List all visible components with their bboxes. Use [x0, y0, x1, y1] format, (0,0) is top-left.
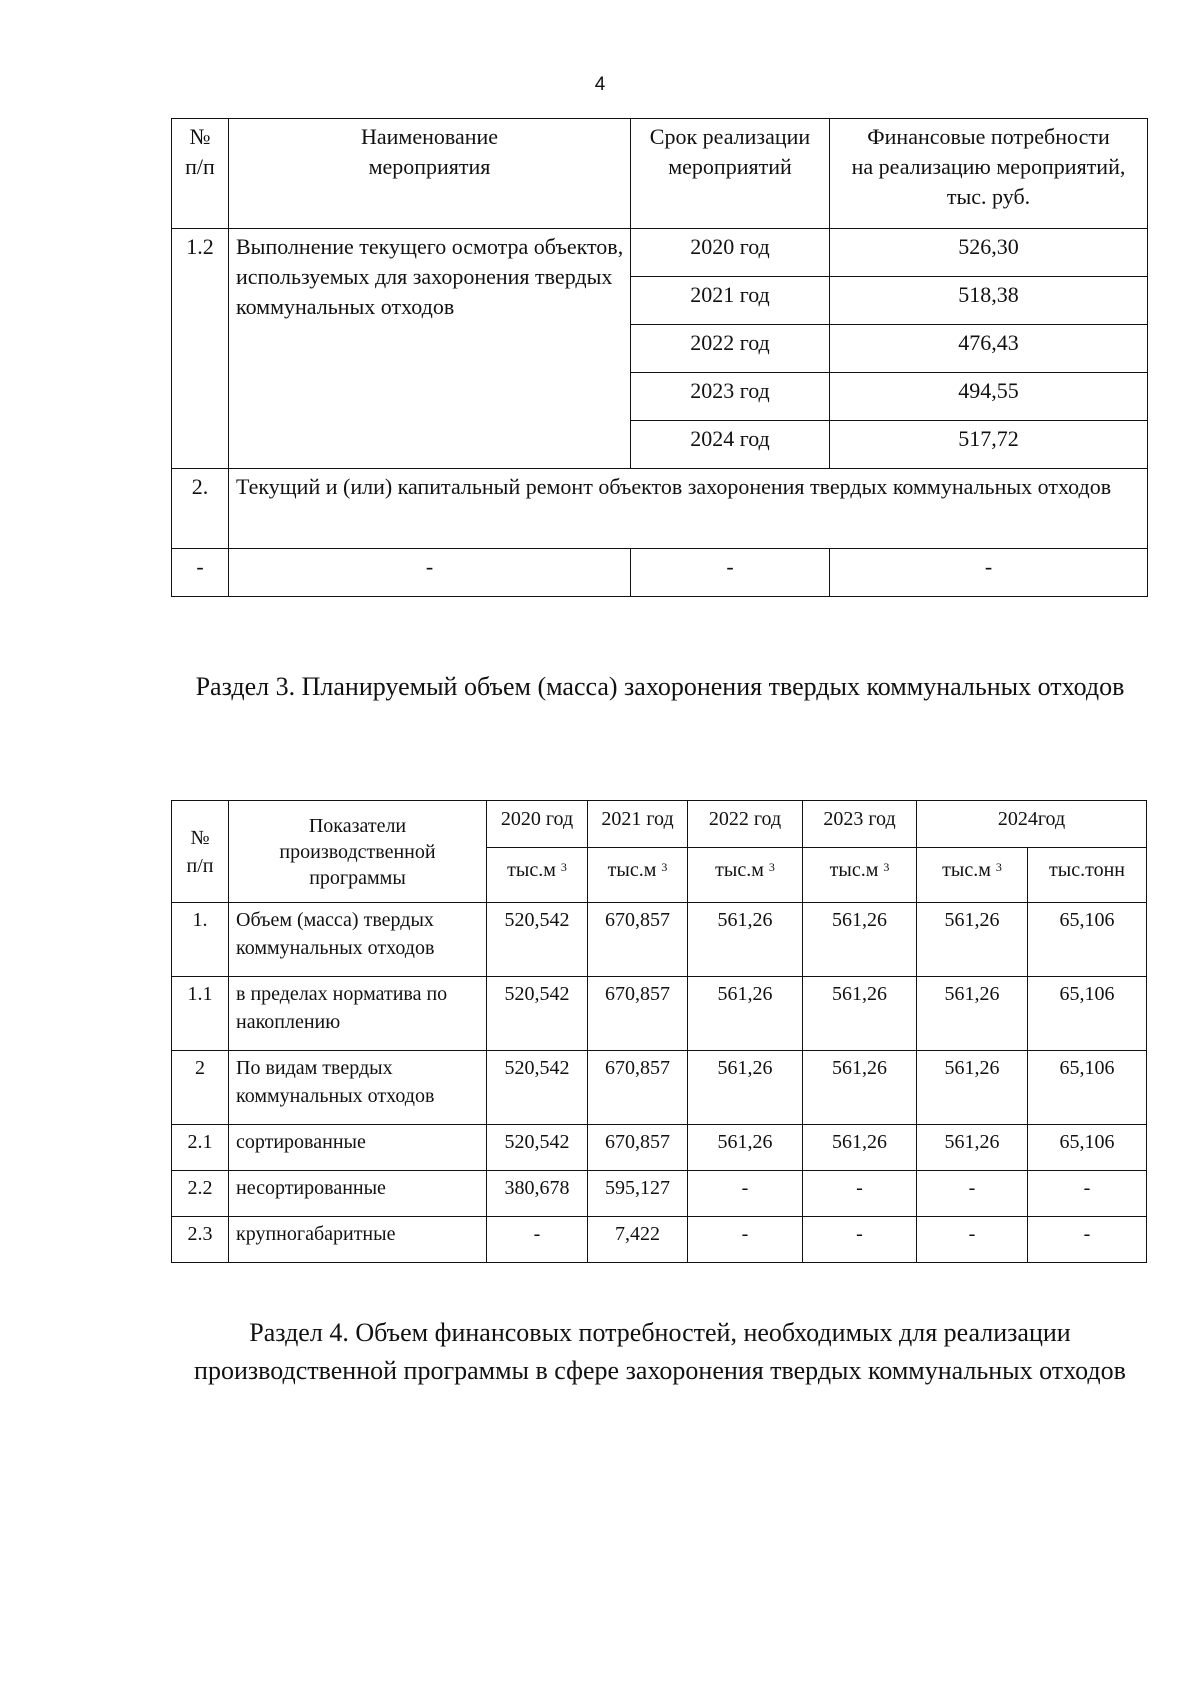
value-cell: 561,26	[803, 1125, 917, 1171]
table-row	[172, 549, 1148, 597]
value-cell: 670,857	[588, 1125, 688, 1171]
value-cell: 520,542	[487, 1051, 588, 1125]
value-cell: -	[1028, 1171, 1147, 1217]
value-cell: 520,542	[487, 977, 588, 1051]
row-num: 2.3	[172, 1217, 229, 1263]
value-cell: 561,26	[917, 977, 1028, 1051]
value-cell: 561,26	[688, 1051, 803, 1125]
value-cell: 561,26	[917, 1125, 1028, 1171]
row-name: По видам твердых коммунальных отходов	[229, 1051, 487, 1125]
row-name: несортированные	[229, 1171, 487, 1217]
unit-cell	[688, 848, 803, 903]
value-cell: 494,55	[830, 373, 1148, 421]
value-cell: 526,30	[830, 229, 1148, 277]
header-year: 2024год	[917, 801, 1147, 848]
value-cell: -	[803, 1171, 917, 1217]
value-cell: -	[917, 1217, 1028, 1263]
row-num: 2.2	[172, 1171, 229, 1217]
value-cell: 561,26	[688, 903, 803, 977]
table-row	[172, 977, 1147, 1051]
table-row	[172, 469, 1148, 549]
section-4-title: Раздел 4. Объем финансовых потребностей, необходимых для реализации производственной программы в сфере захоронения твердых коммунальных отходов	[194, 1318, 1126, 1385]
value-cell: 561,26	[917, 1051, 1028, 1125]
value-cell: 595,127	[588, 1171, 688, 1217]
table-row	[172, 1217, 1147, 1263]
value-cell: 520,542	[487, 1125, 588, 1171]
row-num: 2.1	[172, 1125, 229, 1171]
unit-label: тыс.м	[942, 859, 991, 881]
row-name: Объем (масса) твердых коммунальных отходов	[229, 903, 487, 977]
row-name: крупногабаритные	[229, 1217, 487, 1263]
volume-header-row	[172, 801, 1147, 848]
value-cell: -	[688, 1171, 803, 1217]
row-num: 1.1	[172, 977, 229, 1051]
unit-superscript: 3	[768, 860, 775, 874]
volume-table	[171, 800, 1147, 1263]
unit-label: тыс.м	[829, 859, 879, 881]
value-cell: 561,26	[803, 977, 917, 1051]
unit-label: тыс.м	[607, 859, 657, 881]
unit-cell	[487, 848, 588, 903]
year-cell: 2024 год	[631, 421, 830, 469]
value-cell: 520,542	[487, 903, 588, 977]
value-cell: 561,26	[917, 903, 1028, 977]
header-period: Срок реализации мероприятий	[631, 119, 830, 229]
row-name: в пределах норматива по накоплению	[229, 977, 487, 1051]
value-cell: 65,106	[1028, 903, 1147, 977]
header-year: 2021 год	[588, 801, 688, 848]
row-num: 2.	[172, 469, 229, 549]
header-name: Наименование мероприятия	[229, 119, 631, 229]
value-cell: 65,106	[1028, 1051, 1147, 1125]
value-cell: 518,38	[830, 277, 1148, 325]
value-cell: -	[688, 1217, 803, 1263]
activities-table	[171, 118, 1148, 597]
value-cell: 65,106	[1028, 977, 1147, 1051]
table-row	[172, 903, 1147, 977]
value-cell: 517,72	[830, 421, 1148, 469]
dash-cell: -	[631, 549, 830, 597]
header-finance: Финансовые потребности на реализацию мероприятий, тыс. руб.	[830, 119, 1148, 229]
header-year: 2023 год	[803, 801, 917, 848]
table-row	[172, 1171, 1147, 1217]
page-number: 4	[594, 74, 606, 95]
unit-cell	[588, 848, 688, 903]
value-cell: 476,43	[830, 325, 1148, 373]
activities-header-row	[172, 119, 1148, 229]
value-cell: 65,106	[1028, 1125, 1147, 1171]
unit-label: тыс.м	[507, 859, 556, 881]
value-cell: 561,26	[803, 903, 917, 977]
header-year: 2020 год	[487, 801, 588, 848]
unit-superscript: 3	[995, 860, 1002, 874]
header-num: № п/п	[172, 119, 229, 229]
value-cell: 561,26	[803, 1051, 917, 1125]
value-cell: -	[1028, 1217, 1147, 1263]
value-cell: 670,857	[588, 903, 688, 977]
table-row	[172, 229, 1148, 277]
row-num: 1.2	[172, 229, 229, 469]
row-num: 2	[172, 1051, 229, 1125]
year-cell: 2020 год	[631, 229, 830, 277]
value-cell: 7,422	[588, 1217, 688, 1263]
header-year: 2022 год	[688, 801, 803, 848]
unit-cell: тыс.тонн	[1028, 848, 1147, 903]
row-name: сортированные	[229, 1125, 487, 1171]
value-cell: 380,678	[487, 1171, 588, 1217]
value-cell: 561,26	[688, 977, 803, 1051]
unit-label: тыс.м	[715, 859, 764, 881]
unit-superscript: 3	[883, 860, 890, 874]
header-num: № п/п	[172, 801, 229, 903]
table-row	[172, 1125, 1147, 1171]
year-cell: 2023 год	[631, 373, 830, 421]
row-name: Выполнение текущего осмотра объектов, используемых для захоронения твердых коммунальных отходов	[229, 229, 631, 469]
header-indicator: Показатели производственной программы	[229, 801, 487, 903]
value-cell: 670,857	[588, 977, 688, 1051]
row-num: 1.	[172, 903, 229, 977]
year-cell: 2021 год	[631, 277, 830, 325]
section-3-title: Раздел 3. Планируемый объем (масса) захоронения твердых коммунальных отходов	[195, 672, 1125, 701]
dash-cell: -	[830, 549, 1148, 597]
unit-superscript: 3	[560, 860, 567, 874]
year-cell: 2022 год	[631, 325, 830, 373]
value-cell: 561,26	[688, 1125, 803, 1171]
value-cell: 670,857	[588, 1051, 688, 1125]
value-cell: -	[917, 1171, 1028, 1217]
dash-cell: -	[229, 549, 631, 597]
unit-superscript: 3	[661, 860, 668, 874]
unit-cell	[803, 848, 917, 903]
dash-cell: -	[172, 549, 229, 597]
value-cell: -	[487, 1217, 588, 1263]
value-cell: -	[803, 1217, 917, 1263]
unit-cell	[917, 848, 1028, 903]
table-row	[172, 1051, 1147, 1125]
row-name: Текущий и (или) капитальный ремонт объектов захоронения твердых коммунальных отходов	[229, 469, 1148, 549]
